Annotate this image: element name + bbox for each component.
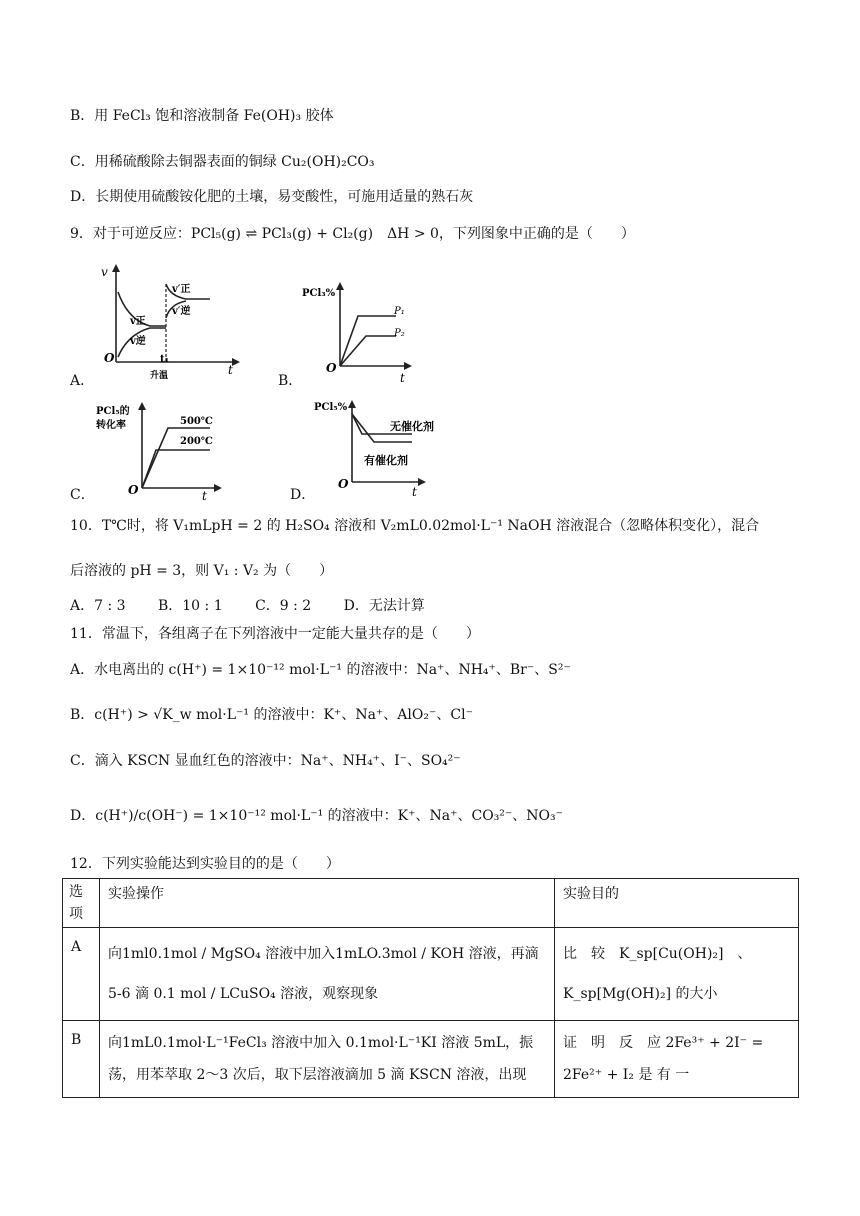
graph-a-x-axis: t bbox=[228, 363, 233, 377]
row-a-operation: 向1ml0.1mol / MgSO₄ 溶液中加入1mLO.3mol / KOH 溶液，再滴 5-6 滴 0.1 mol / LCuSO₄ 溶液，观察现象 bbox=[100, 928, 555, 1021]
q10-stem-2: 后溶液的 pH = 3，则 V₁ : V₂ 为（ ） bbox=[70, 563, 334, 579]
table-row bbox=[63, 928, 799, 1021]
graph-c-curve2: 200℃ bbox=[180, 436, 213, 447]
q8-option-c: C．用稀硫酸除去铜器表面的铜绿 Cu₂(OH)₂CO₃ bbox=[70, 154, 375, 170]
row-b-option: B bbox=[63, 1021, 100, 1098]
q10-options: A．7 : 3 B．10 : 1 C．9 : 2 D．无法计算 bbox=[70, 598, 425, 614]
q11-option-c: C．滴入 KSCN 显血红色的溶液中：Na⁺、NH₄⁺、I⁻、SO₄²⁻ bbox=[70, 753, 461, 769]
graph-a-origin: O bbox=[104, 351, 115, 365]
q9-label-d: D． bbox=[290, 487, 316, 503]
q11-option-d: D．c(H⁺)/c(OH⁻) = 1×10⁻¹² mol·L⁻¹ 的溶液中：K⁺、Na⁺、CO₃²⁻、NO₃⁻ bbox=[70, 808, 564, 824]
row-b-aim: 证 明 反 应 2Fe³⁺ + 2I⁻ = 2Fe²⁺ + I₂ 是 有 一 bbox=[555, 1021, 799, 1098]
graph-d-origin: O bbox=[338, 477, 349, 491]
q11-stem: 11．常温下，各组离子在下列溶液中一定能大量共存的是（ ） bbox=[70, 626, 480, 642]
graph-b-curve1: P₁ bbox=[394, 306, 405, 317]
q9-graph-a bbox=[98, 262, 248, 387]
header-operation: 实验操作 bbox=[100, 879, 555, 928]
graph-d-x-axis: t bbox=[412, 485, 417, 499]
graph-a-y-axis: v bbox=[101, 265, 108, 279]
q9-label-a: A． bbox=[70, 373, 95, 389]
header-aim: 实验目的 bbox=[555, 879, 799, 928]
graph-a-v-reverse2: v′正 bbox=[172, 284, 191, 295]
row-a-aim: 比 较 K_sp[Cu(OH)₂] 、 K_sp[Mg(OH)₂] 的大小 bbox=[555, 928, 799, 1021]
q8-option-b: B．用 FeCl₃ 饱和溶液制备 Fe(OH)₃ 胶体 bbox=[70, 108, 334, 124]
graph-a-v-forward: v正 bbox=[130, 316, 146, 327]
q8-option-d: D．长期使用硫酸铵化肥的土壤，易变酸性，可施用适量的熟石灰 bbox=[70, 189, 474, 205]
header-option: 选项 bbox=[63, 879, 100, 928]
row-b-operation: 向1mL0.1mol·L⁻¹FeCl₃ 溶液中加入 0.1mol·L⁻¹KI 溶液 5mL，振荡，用苯萃取 2～3 次后，取下层溶液滴加 5 滴 KSCN 溶液，出现 bbox=[100, 1021, 555, 1098]
graph-d-y-axis: PCl₅% bbox=[314, 402, 348, 413]
table-header-row bbox=[63, 879, 799, 928]
graph-c-y-axis-2: 转化率 bbox=[96, 420, 126, 431]
q11-option-a: A．水电离出的 c(H⁺) = 1×10⁻¹² mol·L⁻¹ 的溶液中：Na⁺、NH₄⁺、Br⁻、S²⁻ bbox=[70, 662, 571, 678]
q12-stem: 12．下列实验能达到实验目的的是（ ） bbox=[70, 856, 340, 872]
graph-c-y-axis-1: PCl₅的 bbox=[96, 406, 130, 417]
q9-stem: 9．对于可逆反应：PCl₅(g) ⇌ PCl₃(g) + Cl₂(g) ΔH > 0，下列图象中正确的是（ ） bbox=[70, 226, 635, 242]
graph-b-x-axis: t bbox=[400, 371, 405, 385]
q9-graph-d bbox=[312, 396, 452, 500]
graph-a-v-reverse: v逆 bbox=[130, 336, 146, 347]
q9-graph-c bbox=[94, 398, 234, 502]
graph-b-curve2: P₂ bbox=[394, 328, 405, 339]
q12-table bbox=[62, 878, 799, 1098]
graph-c-x-axis: t bbox=[202, 489, 207, 502]
q10-stem-1: 10．T℃时，将 V₁mLpH = 2 的 H₂SO₄ 溶液和 V₂mL0.02mol·L⁻¹ NaOH 溶液混合（忽略体积变化），混合 bbox=[70, 518, 760, 534]
graph-d-curve2: 有催化剂 bbox=[364, 454, 408, 467]
q9-label-c: C． bbox=[70, 487, 95, 503]
graph-b-y-axis: PCl₃% bbox=[302, 288, 336, 299]
graph-a-t1: t₁ bbox=[160, 354, 169, 365]
graph-a-caption: 升温 bbox=[150, 371, 169, 381]
graph-d-curve1: 无催化剂 bbox=[390, 420, 434, 433]
q9-graph-b bbox=[300, 278, 420, 388]
graph-b-origin: O bbox=[326, 361, 337, 375]
graph-c-origin: O bbox=[128, 483, 139, 497]
q11-option-b: B．c(H⁺) > √K_w mol·L⁻¹ 的溶液中：K⁺、Na⁺、AlO₂⁻、Cl⁻ bbox=[70, 707, 473, 723]
graph-c-curve1: 500℃ bbox=[180, 416, 213, 427]
graph-a-v-forward2: v′逆 bbox=[172, 306, 191, 317]
q9-label-b: B． bbox=[278, 373, 303, 389]
row-a-option: A bbox=[63, 928, 100, 1021]
table-row bbox=[63, 1021, 799, 1098]
